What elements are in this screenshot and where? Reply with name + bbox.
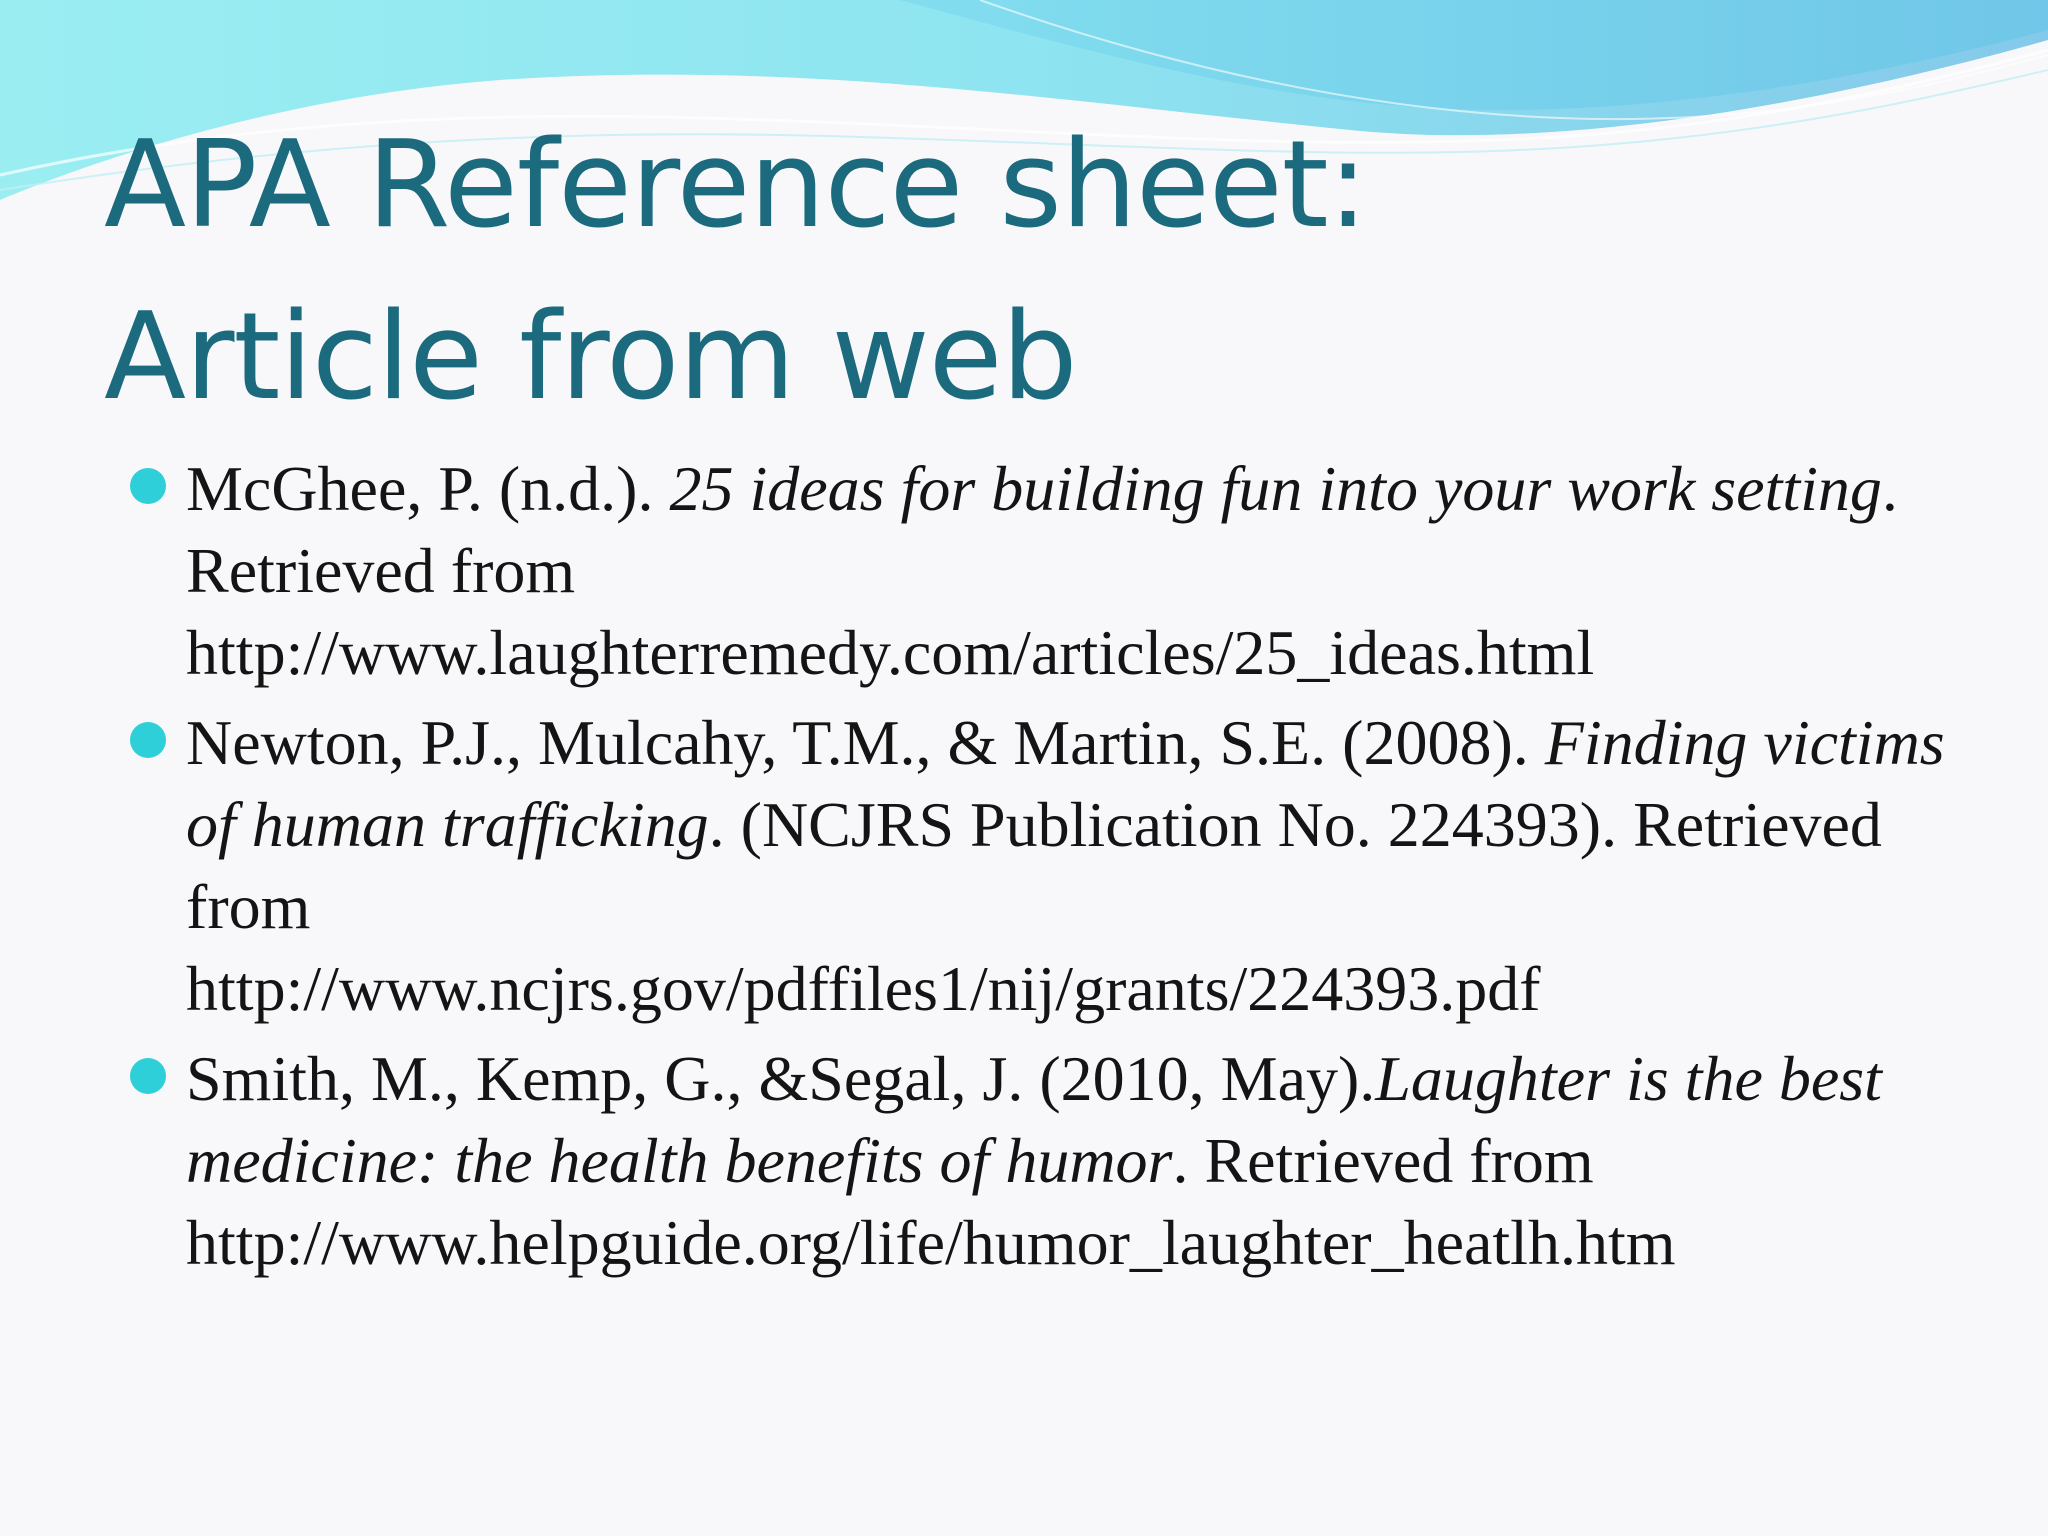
bullet-dot-icon	[130, 722, 166, 758]
reference-item	[128, 448, 1988, 694]
reference-title: Laughter is the best medicine: the health benefits of humor	[186, 1043, 1882, 1196]
reference-authors: McGhee, P. (n.d.).	[186, 453, 670, 524]
reference-authors: Newton, P.J., Mulcahy, T.M., & Martin, S.E. (2008).	[186, 707, 1545, 778]
reference-retrieved: . Retrieved from	[1172, 1125, 1594, 1196]
reference-item	[128, 1038, 1988, 1284]
reference-url: http://www.laughterremedy.com/articles/25_ideas.html	[186, 617, 1595, 688]
bullet-dot-icon	[130, 1058, 166, 1094]
slide-title	[104, 100, 1704, 444]
title-line-1: APA Reference sheet:	[104, 116, 1368, 255]
title-line-2: Article from web	[104, 288, 1077, 427]
reference-authors: Smith, M., Kemp, G., &Segal, J. (2010, May).	[186, 1043, 1376, 1114]
reference-title: Finding victims of human trafficking	[186, 707, 1945, 860]
reference-retrieved: . Retrieved from	[186, 453, 1898, 606]
reference-url: http://www.ncjrs.gov/pdffiles1/nij/grants/224393.pdf	[186, 953, 1541, 1024]
reference-url: http://www.helpguide.org/life/humor_laughter_heatlh.htm	[186, 1207, 1676, 1278]
reference-list	[128, 448, 1988, 1292]
reference-title: 25 ideas for building fun into your work setting	[669, 453, 1882, 524]
reference-retrieved: . (NCJRS Publication No. 224393). Retrieved from	[186, 789, 1882, 942]
reference-item	[128, 702, 1988, 1030]
bullet-dot-icon	[130, 468, 166, 504]
